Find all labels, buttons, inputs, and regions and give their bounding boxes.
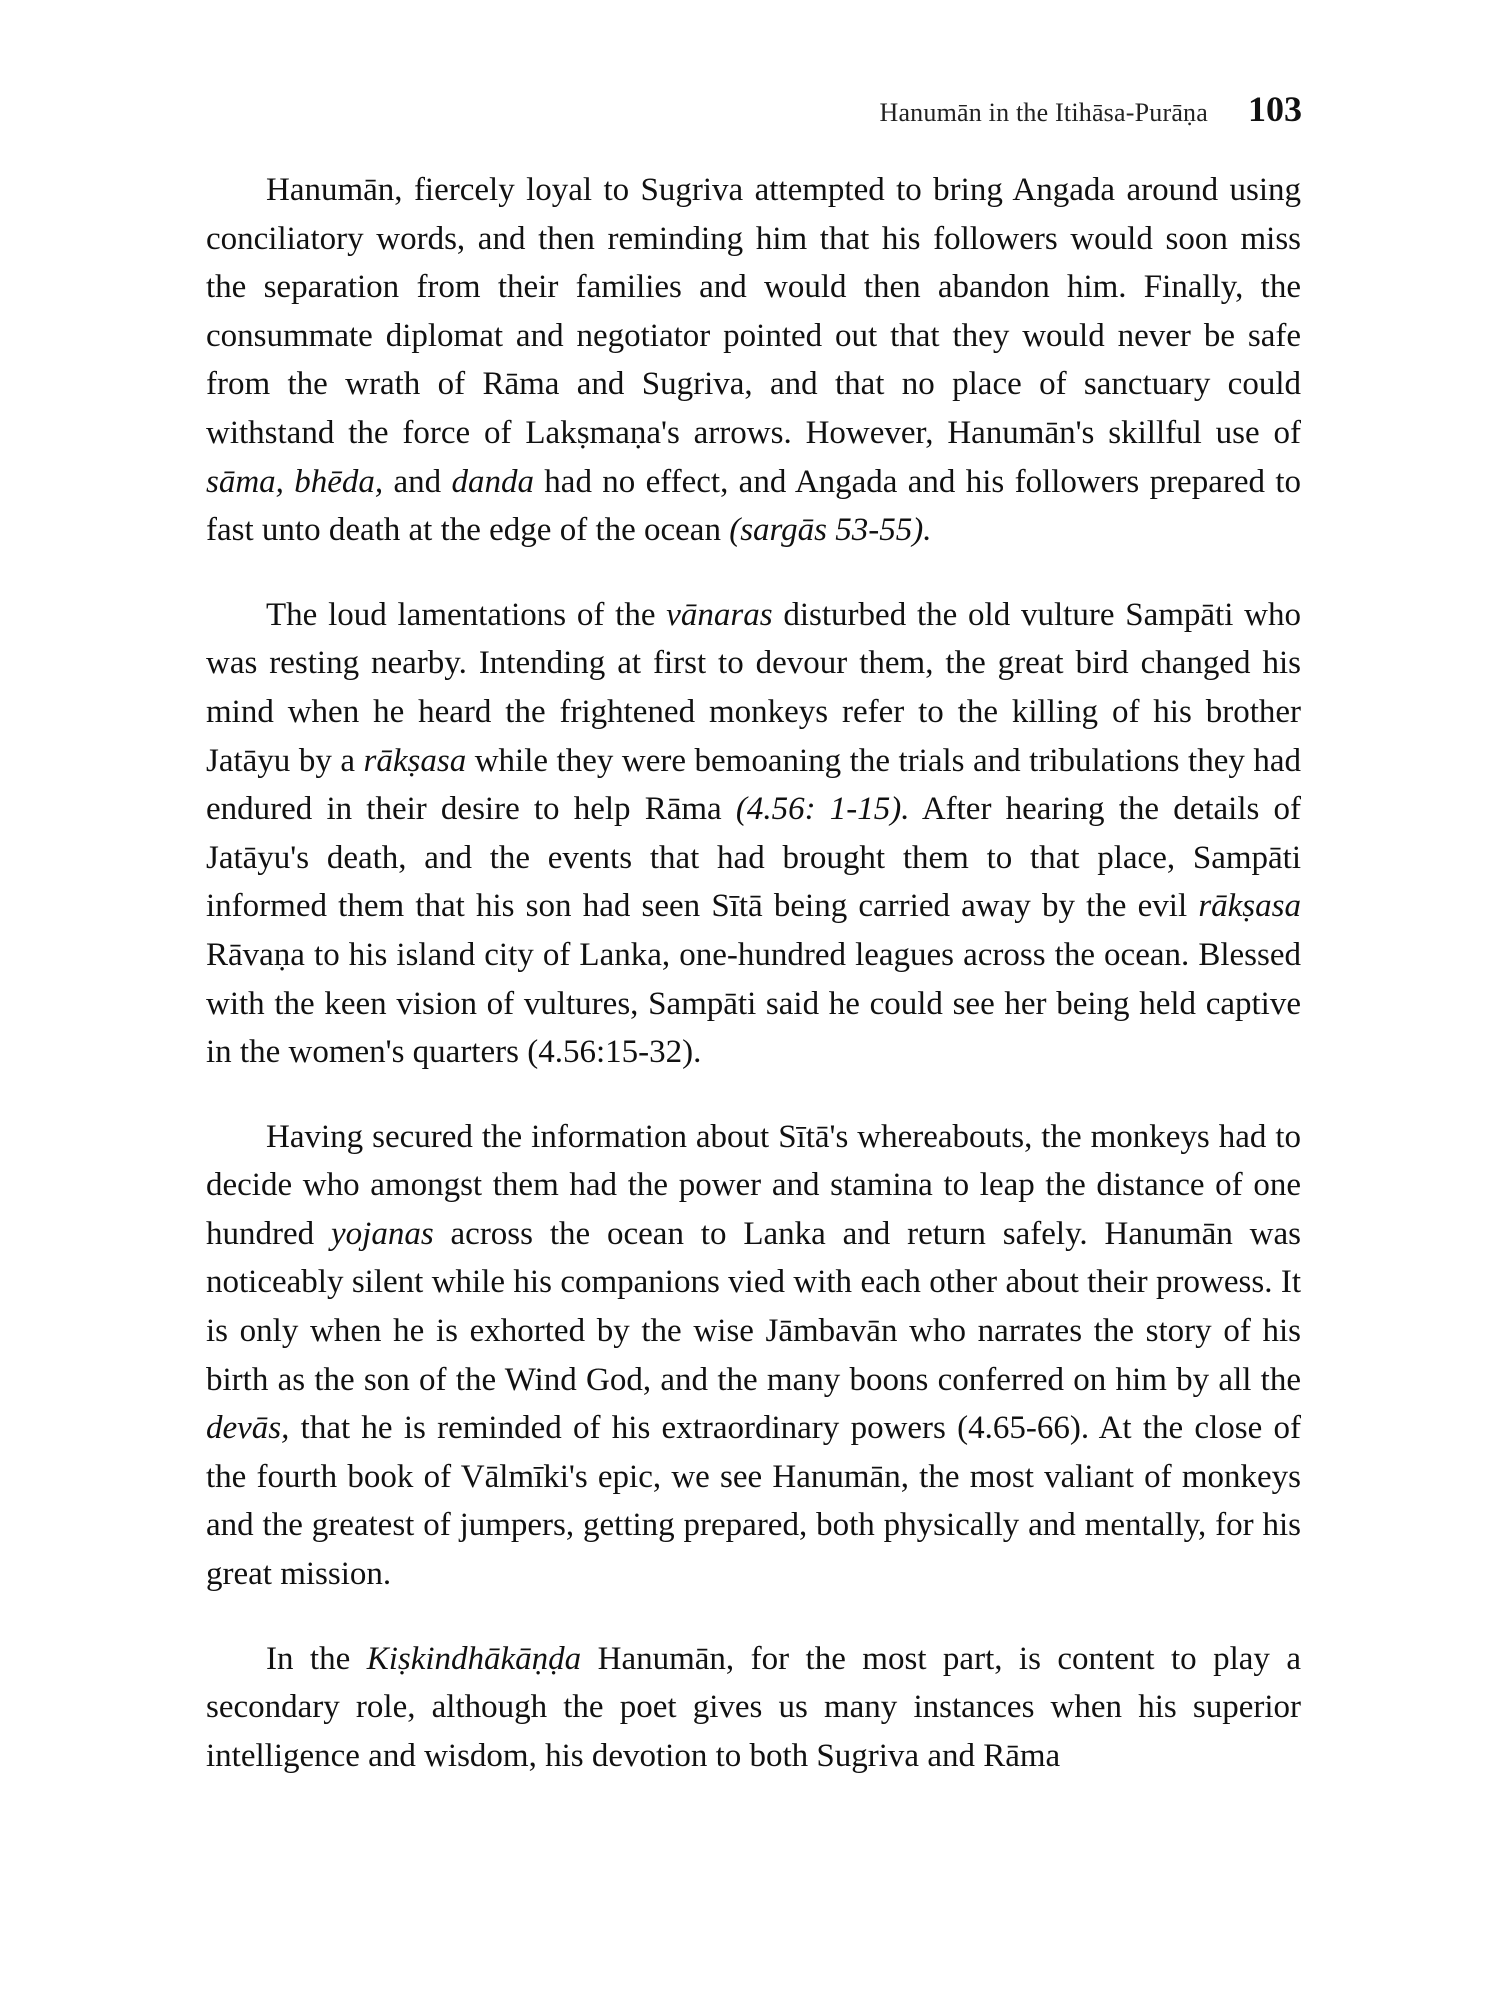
italic-reference: (sargās 53-55). <box>729 512 932 549</box>
italic-term: devās, <box>206 1410 290 1447</box>
text-run: In the <box>266 1640 367 1677</box>
text-run: Rāvaṇa to his island city of Lanka, one-hundred leagues across the ocean. Blessed with the keen vision of vultures, Sampāti said he could see her being held captive in the women's quarters (4.56:15-32). <box>206 936 1301 1071</box>
running-title: Hanumān in the Itihāsa-Purāṇa <box>879 98 1208 127</box>
text-run: Hanumān, fiercely loyal to Sugriva attempted to bring Angada around using conciliatory words, and then reminding him that his followers would soon miss the separation from their families and would then abandon him. Finally, the consummate diplomat and negotiator pointed out that they would never be safe from the wrath of Rāma and Sugriva, and that no place of sanctuary could withstand the force of Lakṣmaṇa's arrows. However, Hanumān's skillful use of <box>206 172 1301 451</box>
body-text <box>206 166 1301 1816</box>
text-run: Hanumān, for the most part, is content to play a secondary role, although the poet gives us many instances when his superior intelligence and wisdom, his devotion to both Sugriva and Rāma <box>206 1640 1301 1774</box>
paragraph <box>206 591 1301 1077</box>
text-run: Having secured the information about Sītā's whereabouts, the monkeys had to decide who amongst them had the power and stamina to leap the distance of one hundred <box>206 1118 1301 1252</box>
text-run: had no effect, and Angada and his followers prepared to fast unto death at the edge of the ocean <box>206 463 1301 549</box>
paragraph <box>206 1635 1301 1781</box>
italic-term: rākṣasa <box>1198 888 1301 925</box>
italic-term: vānaras <box>666 596 773 633</box>
text-run: The loud lamentations of the <box>266 596 667 633</box>
italic-reference: (4.56: 1-15). <box>735 791 910 828</box>
italic-term: yojanas <box>331 1215 434 1252</box>
paragraph <box>206 166 1301 555</box>
italic-term: rākṣasa <box>363 742 467 779</box>
text-run: disturbed the old vulture Sampāti who was resting nearby. Intending at first to devour them, the great bird changed his mind when he heard the frightened monkeys refer to the killing of his brother Jatāyu by a <box>206 596 1301 779</box>
paragraph <box>206 1113 1301 1599</box>
text-run: across the ocean to Lanka and return safely. Hanumān was noticeably silent while his companions vied with each other about their prowess. It is only when he is exhorted by the wise Jāmbavān who narrates the story of his birth as the son of the Wind God, and the many boons conferred on him by all the <box>206 1215 1301 1398</box>
italic-term: sāma, bhēda, <box>206 463 384 500</box>
italic-term: Kiṣkindhākāṇḍa <box>366 1640 582 1677</box>
text-run: and <box>383 463 452 500</box>
italic-term: danda <box>451 463 534 500</box>
text-run: while they were bemoaning the trials and tribulations they had endured in their desire to help Rāma <box>206 742 1302 828</box>
text-run: After hearing the details of Jatāyu's death, and the events that had brought them to that place, Sampāti informed them that his son had seen Sītā being carried away by the evil <box>206 791 1301 925</box>
running-head <box>879 88 1302 130</box>
page-number: 103 <box>1248 89 1302 129</box>
text-run: that he is reminded of his extraordinary powers (4.65-66). At the close of the fourth book of Vālmīki's epic, we see Hanumān, the most valiant of monkeys and the greatest of jumpers, getting prepared, both physically and mentally, for his great mission. <box>206 1410 1301 1593</box>
